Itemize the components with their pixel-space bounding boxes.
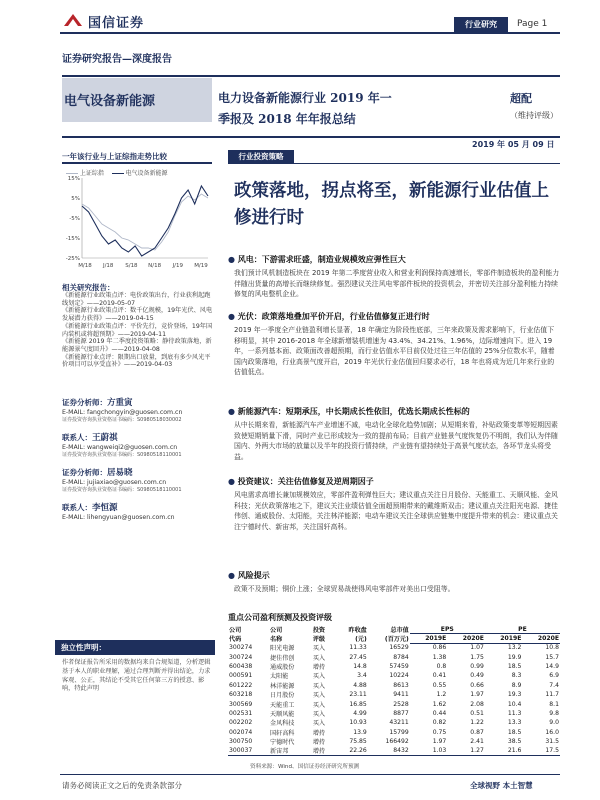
x-tick-label: M/19	[194, 263, 208, 269]
table-cell: 300274	[229, 644, 253, 652]
section-investment: ● 投资建议：关注估值修复及逆周期因子 风电需求高增长兼加规模效应，零部件盈利弹性巨大；建议重点关注日月股份、天能重工、天顺风能、金风科技；光伏政策落地之下，建议关注业绩估值全面超预期带来的戴维斯双击；建议重点关注阳光电源、捷佳伟创、通威股份、太阳能，关注林洋能源；电动车建议关注全球供应链集中度提升带来的机会：建议重点关注宁德时代、新宙邦，关注国轩高科。	[228, 476, 560, 532]
table-cell: 0.87	[470, 728, 484, 736]
table-cell: 9.0	[549, 719, 559, 727]
table-cell: 38.5	[507, 738, 522, 746]
table-cell: 17.5	[522, 746, 560, 756]
table-cell: 7.4	[549, 681, 559, 689]
related-item: 《新能源 2019 年二季度投资策略：静待政策落地，新能源景气度回升》——2019-04-08	[62, 338, 212, 353]
analyst-block: 证券分析师：方重寅 E-MAIL: fangchongyin@guosen.com.cn 证券投资咨询执业资格证书编码：S0980518030002 联系人：王蔚祺 E-MAIL: wangweiqi2@guosen.com.cn 证券投资咨询执业资格证书编码：S0980518110001 证券分析师：居易晓 E-MAIL: jujiaxiao@guosen.com.cn 证券投资咨询执业资格证书编码：S0980518110001 联系人：李恒源 E-MAIL: lihengyuan@guosen.com.cn	[62, 390, 214, 521]
table-cell: 10224	[389, 672, 409, 680]
table-cell: 8784	[393, 653, 409, 661]
table-cell: 0.55	[432, 681, 447, 689]
table-cell: 增持	[312, 746, 335, 756]
table-cell: 新宙邦	[269, 746, 312, 756]
guosen-logo-icon	[62, 12, 84, 28]
footer-disclaimer: 请务必阅读正文之后的免责条款部分	[62, 781, 182, 790]
sector-name: 电气设备新能源	[64, 94, 156, 109]
table-cell: 31.5	[545, 738, 559, 746]
table-cell: 15799	[389, 728, 409, 736]
table-cell: 日月股份	[270, 692, 295, 700]
table-cell: 600438	[229, 662, 253, 670]
table-cell: 0.49	[470, 672, 484, 680]
analyst-name: 李恒源	[92, 503, 118, 513]
table-cell: 8877	[393, 709, 409, 717]
table-cell: 8613	[393, 681, 409, 689]
table-cell: 23.11	[349, 691, 367, 699]
table-cell: 14.9	[545, 662, 559, 670]
table-cell: 16529	[389, 644, 409, 652]
series-line-0	[82, 194, 208, 250]
analyst-license: 证券投资咨询执业资格证书编码：S0980518110001	[62, 487, 182, 493]
section-wind: ● 风电：下游需求旺盛，制造业规模效应弹性巨大 我们预计风机制造板块在 2019 年第二季度营业收入和营业利润保持高速增长，零部件制造板块的盈利能力伴随出货量的高增长而继续修复。强烈建议关注风电零部件板块的投资机会，并密切关注部分盈利能力持续修复的风电整机企业。	[228, 255, 560, 299]
table-row	[228, 709, 560, 718]
table-cell: 1.97	[432, 738, 447, 746]
table-cell: 300724	[229, 653, 253, 661]
related-research-list	[62, 292, 214, 369]
table-cell: 603218	[229, 691, 253, 699]
table-cell: 11.3	[507, 709, 522, 717]
y-tick-label: 5%	[71, 196, 80, 202]
table-cell: 166492	[385, 738, 409, 746]
brand-name: 国信证券	[88, 16, 145, 31]
header-rule	[60, 32, 560, 34]
table-cell: 19.9	[507, 653, 522, 661]
table-cell: 002202	[229, 719, 253, 727]
table-cell: 8.3	[511, 672, 522, 680]
table-row	[228, 746, 560, 756]
table-cell: 买入	[312, 692, 326, 700]
col-header-close: 昨收盘 (元)	[348, 627, 367, 643]
table-cell: 捷佳伟创	[270, 654, 295, 662]
table-cell: 2.41	[470, 738, 484, 746]
table-cell: 阳光电源	[270, 645, 295, 653]
col-header-pe-2019: 2019E	[485, 634, 523, 643]
table-cell: 增持	[312, 663, 326, 671]
table-cell: 2.08	[470, 700, 484, 708]
table-cell: 增持	[312, 739, 326, 747]
table-cell: 0.44	[432, 709, 447, 717]
analyst-name: 方重寅	[107, 398, 133, 408]
table-title: 重点公司盈利预测及投资评级	[228, 613, 332, 622]
table-row	[228, 699, 560, 708]
table-cell: 林洋能源	[270, 682, 295, 690]
table-cell: 18.5	[507, 662, 522, 670]
y-tick-label: -25%	[65, 256, 80, 262]
table-cell: 4.99	[353, 709, 367, 717]
table-cell: 13.2	[507, 644, 522, 652]
table-cell: 0.99	[470, 662, 484, 670]
analyst-email: E-MAIL: lihengyuan@guosen.com.cn	[62, 514, 175, 521]
table-cell: 1.03	[410, 746, 448, 756]
table-cell: 002074	[229, 728, 253, 736]
table-cell: 9411	[393, 691, 409, 699]
table-cell: 18.5	[507, 728, 522, 736]
col-header-eps-2020: 2020E	[447, 634, 485, 643]
footer-rule	[60, 774, 560, 775]
table-cell: 1.27	[447, 746, 485, 756]
related-item: 《新能源行业政策点评：电价政策出台，行业获利起跑线划定》——2019-05-07	[62, 292, 211, 307]
section-body: 政策不及预期；铜价上涨；全球贸易战使得风电零部件对美出口受阻等。	[234, 585, 455, 593]
legend-label-sector: 电气设备新能源	[125, 170, 168, 177]
col-header-name: 公司 名称	[270, 627, 283, 643]
table-cell: 11.7	[545, 691, 559, 699]
table-cell: 13.9	[353, 728, 367, 736]
table-cell: 300037	[228, 746, 269, 756]
title-band-top-rule	[62, 75, 560, 77]
section-body: 我们预计风机制造板块在 2019 年第二季度营业收入和营业利润保持高速增长，零部件制造板块的盈利能力伴随出货量的高增长而继续修复。强烈建议关注风电零部件板块的投资机会，并密切关注部分盈利能力持续修复的风电整机企业。	[234, 269, 560, 299]
table-cell: 13.3	[507, 719, 522, 727]
table-row	[228, 737, 560, 746]
report-category-badge: 行业研究	[454, 17, 508, 32]
table-cell: 15.7	[545, 653, 559, 661]
table-cell: 16.85	[349, 700, 367, 708]
forecast-table	[228, 625, 560, 756]
related-research-header: 相关研究报告：	[62, 283, 115, 292]
col-header-pe-2020: 2020E	[522, 634, 560, 643]
table-cell: 10.93	[349, 719, 367, 727]
analyst-license: 证券投资咨询执业资格证书编码：S0980518110001	[62, 452, 182, 458]
section-body: 2019 年一季度全产业链盈利增长显著，18 年确定为阶段性底部，三年来政策及需求影响下，行业估值下移明显，其中 2016-2018 年全球新增装机增速为 43.4%、34.21%、1.96%，边际增速向下。进入 19 年，一系列基本面、政策面改善超预期，而行业估值水平目前仅处过往三年估值的 25%分位数水平，随着国内政策落地，行业高景气度开启，2019 年光伏行业估值回归要求必行，18 年也将成为近几年来行业的估值低点。	[234, 326, 555, 377]
table-cell: 太阳能	[270, 673, 289, 681]
table-cell: 8.1	[549, 700, 559, 708]
x-tick-label: S/18	[125, 263, 138, 269]
table-cell: 10.4	[507, 700, 522, 708]
table-cell: 57459	[389, 662, 409, 670]
table-cell: 0.86	[432, 644, 447, 652]
table-cell: 9.8	[549, 709, 559, 717]
chart-header: 一年该行业与上证综指走势比较	[62, 151, 212, 164]
table-cell: 14.8	[353, 662, 367, 670]
table-cell: 天能重工	[270, 701, 295, 709]
table-cell: 0.75	[432, 728, 447, 736]
table-cell: 4.88	[353, 681, 367, 689]
section-title: 风险提示	[237, 571, 270, 580]
table-cell: 16.0	[545, 728, 559, 736]
report-title-line2: 季报及 2018 年年报总结	[218, 112, 356, 126]
table-cell: 75.85	[349, 738, 367, 746]
table-cell: 买入	[312, 701, 326, 709]
independence-statement: 作者保证报告所采用的数据均来自合规渠道，分析逻辑基于本人的职业理解，通过合理判断并得出结论，力求客观、公正，其结论不受其它任何第三方的授意、影响，特此声明	[62, 659, 211, 693]
table-row	[228, 671, 560, 680]
table-row	[228, 681, 560, 690]
table-row	[228, 718, 560, 727]
table-cell: 0.51	[470, 709, 484, 717]
related-item: 《新能源行业点评：限期出口放量，到底有多少风光平价项目可以享受直补》——2019-04-03	[62, 353, 211, 369]
table-cell: 0.41	[432, 672, 447, 680]
x-tick-label: J/19	[172, 263, 184, 269]
col-header-mktcap: 总市值 (百万元)	[384, 627, 409, 643]
table-cell: 1.22	[470, 719, 484, 727]
rating-note: （维持评级）	[510, 111, 558, 120]
trend-chart	[62, 172, 212, 274]
table-cell: 21.6	[485, 746, 523, 756]
table-cell: 2528	[393, 700, 409, 708]
analyst-name: 王蔚祺	[92, 433, 118, 443]
section-title: 新能源汽车：短期承压，中长期成长性依旧，优选长期成长性标的	[237, 407, 470, 416]
table-cell: 1.07	[470, 644, 484, 652]
table-row	[228, 690, 560, 699]
table-cell: 天顺风能	[270, 710, 295, 718]
table-cell: 0.8	[436, 662, 447, 670]
table-cell: 6.9	[549, 672, 559, 680]
table-cell: 0.66	[470, 681, 484, 689]
section-body: 从中长期来看，新能源汽车产业增速不减，电动化全球化趋势加剧；从短期来看，补贴政策变革等短期因素致使短期销量下滑，同时产业已形成较为一致的提前布局；目前产业链景气度恢复仍不明朗，我们认为伴随国内、外两大市场的放量以及半年的投资行情持续，产业链有望持续处于高景气度状态，各环节龙头将受益。	[234, 421, 558, 461]
legend-label-index: 上证综指	[79, 170, 104, 177]
table-cell: 买入	[312, 682, 326, 690]
col-group-pe: PE	[485, 625, 560, 634]
table-cell: 买入	[312, 654, 326, 662]
table-cell: 买入	[312, 673, 326, 681]
analyst-license: 证券投资咨询执业资格证书编码：S0980518030002	[62, 417, 182, 423]
col-header-eps-2019: 2019E	[410, 634, 448, 643]
table-cell: 买入	[312, 645, 326, 653]
analyst-email: E-MAIL: wangweiqi2@guosen.com.cn	[62, 444, 178, 451]
table-cell: 金风科技	[270, 720, 295, 728]
table-cell: 19.3	[507, 691, 522, 699]
table-cell: 43211	[389, 719, 409, 727]
analyst-email: E-MAIL: fangchongyin@guosen.com.cn	[62, 409, 183, 416]
table-cell: 3.4	[357, 672, 367, 680]
x-tick-label: M/18	[78, 263, 92, 269]
rating: 超配	[510, 92, 532, 105]
table-source: 资料来源：Wind、国信证券经济研究所预测	[250, 764, 360, 770]
related-item: 《新能源行业政策点评：数千亿规模，19年光伏、风电发展潜力获得》——2019-04-15	[62, 307, 213, 323]
col-group-eps: EPS	[410, 625, 485, 634]
section-rule	[228, 163, 560, 164]
section-title: 光伏：政策落地叠加平价开启，行业估值修复正进行时	[237, 312, 430, 321]
title-band-bottom-rule	[62, 136, 560, 138]
section-body: 风电需求高增长兼加规模效应，零部件盈利弹性巨大；建议重点关注日月股份、天能重工、天顺风能、金风科技；光伏政策落地之下，建议关注业绩估值全面超预期带来的戴维斯双击；建议重点关注阳光电源、捷佳伟创、通威股份、太阳能，关注林洋能源；电动车建议关注全球供应链集中度提升带来的机会：建议重点关注宁德时代、新宙邦，关注国轩高科。	[234, 491, 558, 531]
analyst-name: 居易晓	[107, 468, 133, 478]
table-cell: 27.45	[349, 653, 367, 661]
col-header-code: 公司 代码	[229, 627, 242, 643]
section-solar: ● 光伏：政策落地叠加平价开启，行业估值修复正进行时 2019 年一季度全产业链盈利增长显著，18 年确定为阶段性底部，三年来政策及需求影响下，行业估值下移明显，其中 2016-2018 年全球新增装机增速为 43.4%、34.21%、1.96%，边际增速向下。进入 19 年，一系列基本面、政策面改善超预期，而行业估值水平目前仅处过往三年估值的 25%分位数水平，随着国内政策落地，行业高景气度开启，2019 年光伏行业估值回归要求必行，18 年也将成为近几年来行业的估值低点。	[228, 311, 560, 378]
table-cell: 0.82	[432, 719, 447, 727]
table-cell: 1.97	[470, 691, 484, 699]
table-cell: 通威股份	[270, 663, 295, 671]
y-tick-label: -15%	[65, 236, 80, 242]
report-date: 2019 年 05 月 09 日	[472, 140, 555, 149]
table-row	[228, 652, 560, 661]
table-cell: 增持	[312, 729, 326, 737]
table-cell: 国轩高科	[270, 729, 295, 737]
report-title-line1: 电力设备新能源行业 2019 年一	[218, 91, 392, 105]
section-risk: ● 风险提示 政策不及预期；铜价上涨；全球贸易战使得风电零部件对美出口受阻等。	[228, 570, 560, 595]
table-cell: 1.75	[470, 653, 484, 661]
table-cell: 002531	[229, 709, 253, 717]
section-tag: 行业投资策略	[228, 150, 294, 163]
table-cell: 买入	[312, 720, 326, 728]
table-cell: 10.8	[545, 644, 559, 652]
table-cell: 300569	[229, 700, 253, 708]
table-cell: 8.9	[511, 681, 522, 689]
table-cell: 22.26	[335, 746, 368, 756]
y-tick-label: 15%	[67, 176, 80, 182]
section-title: 投资建议：关注估值修复及逆周期因子	[237, 477, 374, 486]
table-cell: 300750	[229, 738, 253, 746]
analyst-email: E-MAIL: jujiaxiao@guosen.com.cn	[62, 479, 167, 486]
table-cell: 1.38	[432, 653, 447, 661]
col-header-rating: 投资 评级	[312, 627, 326, 643]
footer-slogan: 全球视野 本土智慧	[470, 781, 533, 790]
table-cell: 8432	[368, 746, 410, 756]
table-cell: 601222	[229, 681, 253, 689]
table-cell: 1.2	[436, 691, 447, 699]
y-tick-label: -5%	[69, 216, 80, 222]
table-cell: 000591	[229, 672, 253, 680]
page-number: Page 1	[517, 19, 548, 29]
related-item: 《新能源行业政策点评：平价先行，竞价登场，19年国内装机或将超预期》——2019-04-11	[62, 322, 213, 338]
table-row	[228, 643, 560, 652]
document-type: 证券研究报告—深度报告	[62, 54, 172, 65]
table-cell: 宁德时代	[270, 739, 295, 747]
table-row	[228, 728, 560, 737]
table-cell: 1.62	[432, 700, 447, 708]
table-cell: 买入	[312, 710, 326, 718]
x-tick-label: J/18	[102, 263, 114, 269]
section-ev: ● 新能源汽车：短期承压，中长期成长性依旧，优选长期成长性标的 从中长期来看，新能源汽车产业增速不减，电动化全球化趋势加剧；从短期来看，补贴政策变革等短期因素致使短期销量下滑，同时产业已形成较为一致的提前布局；目前产业链景气度恢复仍不明朗，我们认为伴随国内、外两大市场的放量以及半年的投资行情持续，产业链有望持续处于高景气度状态，各环节龙头将受益。	[228, 406, 560, 462]
headline: 政策落地，拐点将至，新能源行业估值上修进行时	[234, 181, 549, 228]
section-title: 风电：下游需求旺盛，制造业规模效应弹性巨大	[237, 255, 406, 264]
table-row	[228, 662, 560, 671]
x-tick-label: N/18	[148, 263, 162, 269]
table-cell: 11.33	[349, 644, 367, 652]
independence-header: 独立性声明：	[55, 640, 215, 655]
